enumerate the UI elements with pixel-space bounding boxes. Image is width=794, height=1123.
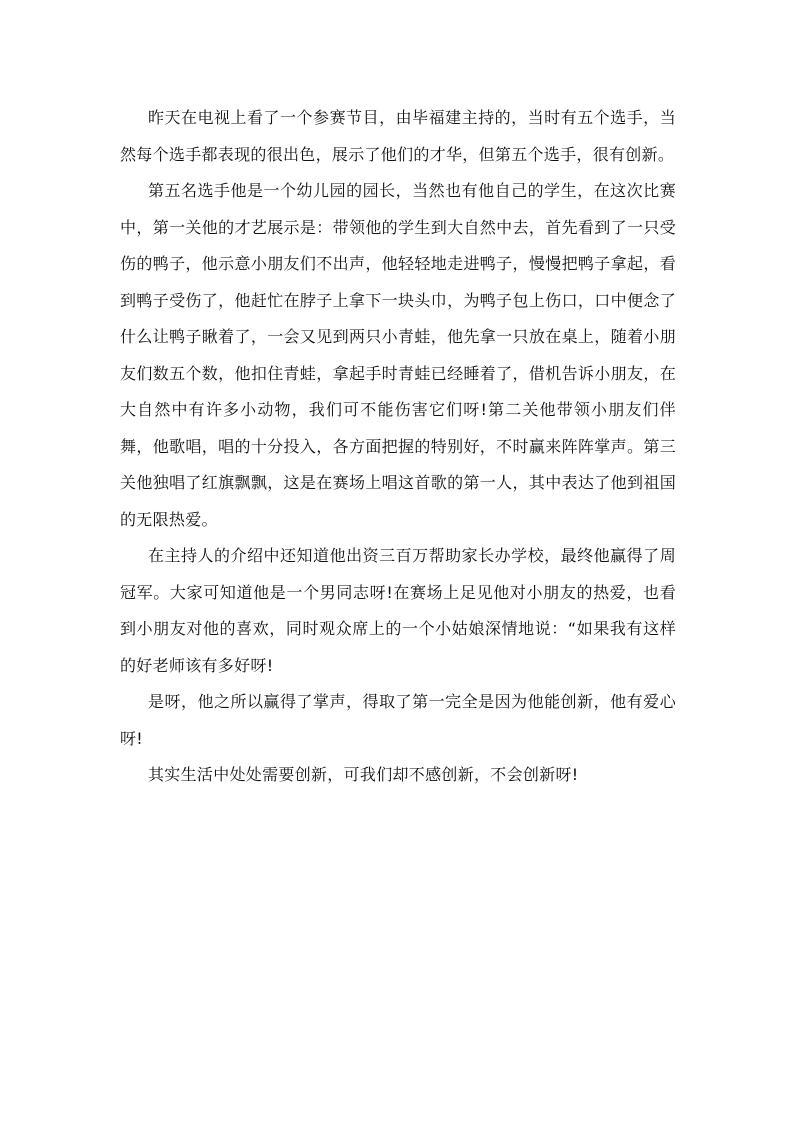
paragraph-reason-for-applause: 是呀，他之所以赢得了掌声，得取了第一完全是因为他能创新，他有爱心呀! bbox=[120, 692, 676, 748]
paragraph-conclusion: 其实生活中处处需要创新，可我们却不感创新，不会创新呀! bbox=[148, 765, 579, 784]
paragraph-intro: 昨天在电视上看了一个参赛节目，由毕福建主持的，当时有五个选手，当然每个选手都表现的很出色，展示了他们的才华，但第五个选手，很有创新。 bbox=[120, 108, 676, 164]
paragraph-host-introduction: 在主持人的介绍中还知道他出资三百万帮助家长办学校，最终他赢得了周冠军。大家可知道他是一个男同志呀!在赛场上足见他对小朋友的热爱，也看到小朋友对他的喜欢，同时观众席上的一个小姑娘深情地说：“如果我有这样的好老师该有多好呀! bbox=[120, 546, 676, 675]
document-body bbox=[120, 100, 676, 794]
paragraph-fifth-contestant: 第五名选手他是一个幼儿园的园长，当然也有他自己的学生，在这次比赛中，第一关他的才艺展示是：带领他的学生到大自然中去，首先看到了一只受伤的鸭子，他示意小朋友们不出声，他轻轻地走进鸭子，慢慢把鸭子拿起，看到鸭子受伤了，他赶忙在脖子上拿下一块头巾，为鸭子包上伤口，口中便念了什么让鸭子瞅着了，一会又见到两只小青蛙，他先拿一只放在桌上，随着小朋友们数五个数，他扣住青蛙，拿起手时青蛙已经睡着了，借机告诉小朋友，在大自然中有许多小动物，我们可不能伤害它们呀!第二关他带领小朋友们伴舞，他歌唱，唱的十分投入，各方面把握的特别好，不时赢来阵阵掌声。第三关他独唱了红旗飘飘，这是在赛场上唱这首歌的第一人，其中表达了他到祖国的无限热爱。 bbox=[120, 181, 676, 529]
